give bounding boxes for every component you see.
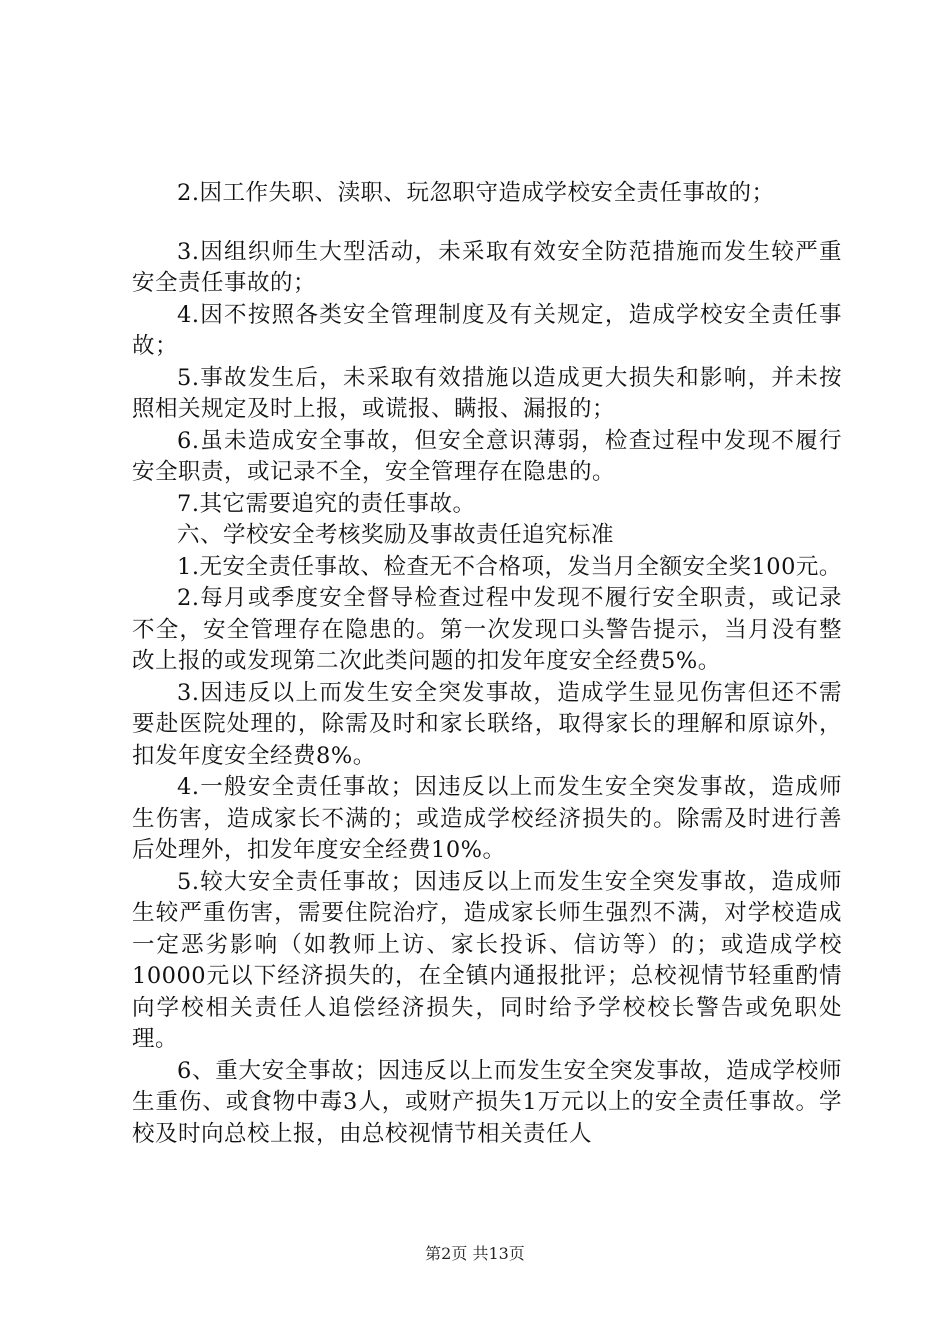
- document-body: [132, 178, 842, 1150]
- paragraph-item-5-reporting: 5.事故发生后，未采取有效措施以造成更大损失和影响，并未按照相关规定及时上报，或谎报、瞒报、漏报的；: [132, 364, 842, 422]
- paragraph-reward-6: 6、重大安全事故；因违反以上而发生安全突发事故，造成学校师生重伤、或食物中毒3人，或财产损失1万元以上的安全责任事故。学校及时向总校上报，由总校视情节相关责任人: [132, 1057, 842, 1147]
- paragraph-item-2-dereliction: 2.因工作失职、渎职、玩忽职守造成学校安全责任事故的；: [177, 180, 775, 206]
- paragraph-item-4-regulations: 4.因不按照各类安全管理制度及有关规定，造成学校安全责任事故；: [132, 301, 842, 359]
- paragraph-item-6-awareness: 6.虽未造成安全事故，但安全意识薄弱，检查过程中发现不履行安全职责，或记录不全，安全管理存在隐患的。: [132, 427, 842, 485]
- paragraph-reward-2: 2.每月或季度安全督导检查过程中发现不履行安全职责，或记录不全，安全管理存在隐患的。第一次发现口头警告提示，当月没有整改上报的或发现第二次此类问题的扣发年度安全经费5%。: [132, 585, 842, 674]
- paragraph-item-3-large-activity: 3.因组织师生大型活动，未采取有效安全防范措施而发生较严重安全责任事故的；: [132, 238, 842, 296]
- paragraph-reward-5: 5.较大安全责任事故；因违反以上而发生安全突发事故，造成师生较严重伤害，需要住院治疗，造成家长师生强烈不满，对学校造成一定恶劣影响（如教师上访、家长投诉、信访等）的；或造成学校10000元以下经济损失的，在全镇内通报批评；总校视情节轻重酌情向学校相关责任人追偿经济损失，同时给予学校校长警告或免职处理。: [132, 868, 842, 1052]
- paragraph-reward-3: 3.因违反以上而发生安全突发事故，造成学生显见伤害但还不需要赴医院处理的，除需及时和家长联络，取得家长的理解和原谅外，扣发年度安全经费8%。: [132, 679, 842, 769]
- paragraph-reward-4: 4.一般安全责任事故；因违反以上而发生安全突发事故，造成师生伤害，造成家长不满的；或造成学校经济损失的。除需及时进行善后处理外，扣发年度安全经费10%。: [132, 774, 842, 863]
- paragraph-reward-1: 1.无安全责任事故、检查无不合格项，发当月全额安全奖100元。: [177, 553, 842, 580]
- page-number-footer: 第2页 共13页: [425, 1244, 525, 1263]
- section-heading-six: 六、学校安全考核奖励及事故责任追究标准: [177, 522, 615, 548]
- paragraph-item-7-other: 7.其它需要追究的责任事故。: [177, 490, 476, 517]
